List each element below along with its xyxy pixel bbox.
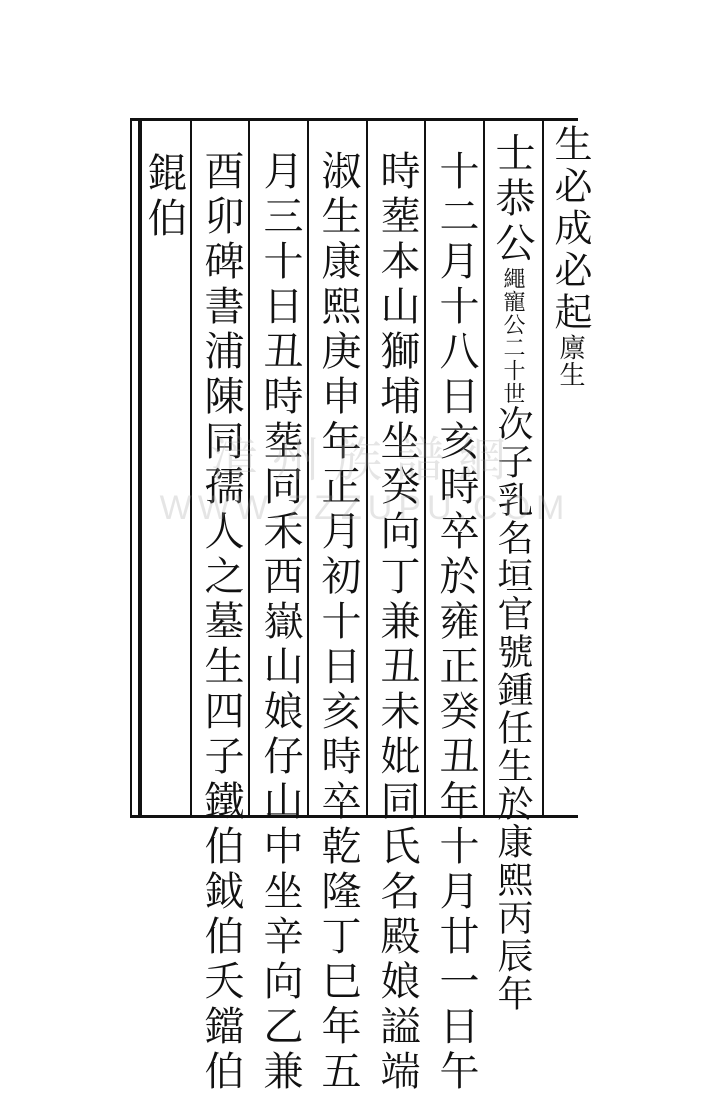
- top-border: [130, 118, 578, 121]
- column-rule: [366, 118, 368, 818]
- header-title: 生必成必起: [548, 124, 592, 334]
- text-column-4: [316, 150, 360, 1095]
- column-1-main: 士恭公: [489, 132, 535, 267]
- column-6-text: 酉卯碑書浦陳同孺人之墓生四子鐵伯鉞伯夭鐺伯: [198, 150, 244, 1095]
- text-column-3: [375, 150, 419, 1095]
- header-note: 廪生: [555, 334, 585, 388]
- column-rule: [248, 118, 250, 818]
- column-rule: [190, 118, 192, 818]
- text-column-6: [199, 150, 243, 1095]
- column-3-text: 時塟本山獅埔坐癸向丁兼丑未妣同氏名殿娘謚端: [374, 150, 420, 1095]
- left-border: [130, 118, 132, 818]
- text-column-7: [142, 152, 186, 242]
- column-rule: [424, 118, 426, 818]
- column-1-note: 繩寵公二十世: [500, 267, 525, 405]
- column-rule: [483, 118, 485, 818]
- column-7-text: 錕伯: [141, 152, 187, 242]
- column-rule: [542, 118, 544, 818]
- text-column-1: [490, 132, 534, 1013]
- watermark-chinese: 漳州族譜網: [209, 432, 520, 488]
- text-column-5: [258, 150, 302, 1095]
- text-column-2: [434, 150, 478, 1095]
- column-rule: [307, 118, 309, 818]
- column-2-text: 十二月十八日亥時卒於雍正癸丑年十月廿一日午: [433, 150, 479, 1095]
- column-4-text: 淑生康熙庚申年正月初十日亥時卒乾隆丁巳年五: [315, 150, 361, 1095]
- column-5-text: 月三十日丑時塟同禾西嶽山娘仔山中坐辛向乙兼: [257, 150, 303, 1095]
- header-column: [548, 124, 592, 388]
- column-1-tail: 次子乳名垣官號鍾任生於康熙丙辰年: [492, 405, 533, 1013]
- watermark-url: WWW.ZZZUPU.COM: [159, 489, 571, 527]
